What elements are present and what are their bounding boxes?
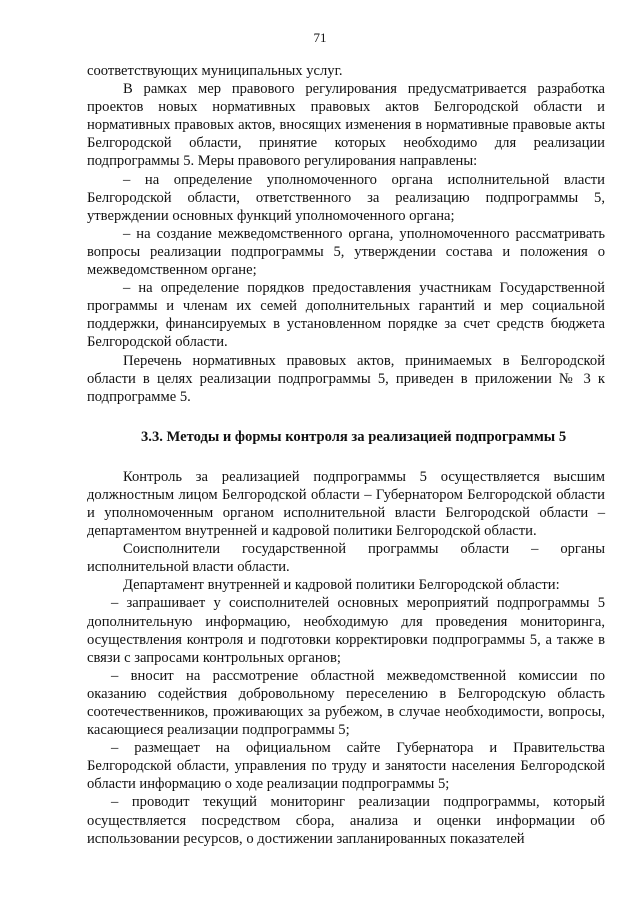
- list-item: – на определение порядков предоставления участникам Государственной программы и членам их семей дополнительных гарантий и мер социальной поддержки, финансируемых в установленном порядке за счет средств бюджета Белгородской области.: [87, 280, 605, 351]
- list-item: – проводит текущий мониторинг реализации подпрограммы, который осуществляется посредством сбора, анализа и оценки информации об использовании ресурсов, о достижении запланированных показателей: [87, 794, 605, 847]
- section-heading: 3.3. Методы и формы контроля за реализацией подпрограммы 5: [141, 428, 567, 445]
- paragraph: В рамках мер правового регулирования предусматривается разработка проектов новых нормативных правовых актов Белгородской области и нормативных правовых актов, вносящих изменения в нормативные правовые акты Белгородской области, принятие которых необходимо для реализации подпрограммы 5. Меры правового регулирования направлены:: [87, 81, 605, 170]
- paragraph: Департамент внутренней и кадровой политики Белгородской области:: [123, 577, 560, 594]
- paragraph: Перечень нормативных правовых актов, принимаемых в Белгородской области в целях реализации подпрограммы 5, приведен в приложении № 3 к подпрограмме 5.: [87, 352, 605, 405]
- list-item: – на создание межведомственного органа, уполномоченного рассматривать вопросы реализации подпрограммы 5, утверждении состава и положения о межведомственном органе;: [87, 225, 605, 279]
- list-item: – на определение уполномоченного органа исполнительной власти Белгородской области, ответственного за реализацию подпрограммы 5, утверждении основных функций уполномоченного органа;: [87, 171, 605, 224]
- paragraph: соответствующих муниципальных услуг.: [87, 63, 343, 79]
- page-number: 71: [313, 30, 327, 45]
- list-item: – вносит на рассмотрение областной межведомственной комиссии по оказанию содействия добровольному переселению в Белгородскую область соотечественников, проживающих за рубежом, в случае необходимости, вопросы, касающиеся реализации подпрограммы 5;: [87, 667, 605, 739]
- paragraph: Контроль за реализацией подпрограммы 5 осуществляется высшим должностным лицом Белгородской области – Губернатором Белгородской области и уполномоченным органом исполнительной власти Белгородской области – департаментом внутренней и кадровой политики Белгородской области.: [87, 468, 605, 540]
- paragraph: Соисполнители государственной программы области – органы исполнительной власти области.: [87, 541, 605, 576]
- list-item: – размещает на официальном сайте Губернатора и Правительства Белгородской области, управления по труду и занятости населения Белгородской области информацию о ходе реализации подпрограммы 5;: [87, 740, 605, 793]
- document-body: [87, 62, 605, 848]
- list-item: – запрашивает у соисполнителей основных мероприятий подпрограммы 5 дополнительную информацию, необходимую для проведения мониторинга, осуществления контроля и подготовки корректировки подпрограммы 5, а также в связи с запросами контрольных органов;: [87, 595, 605, 666]
